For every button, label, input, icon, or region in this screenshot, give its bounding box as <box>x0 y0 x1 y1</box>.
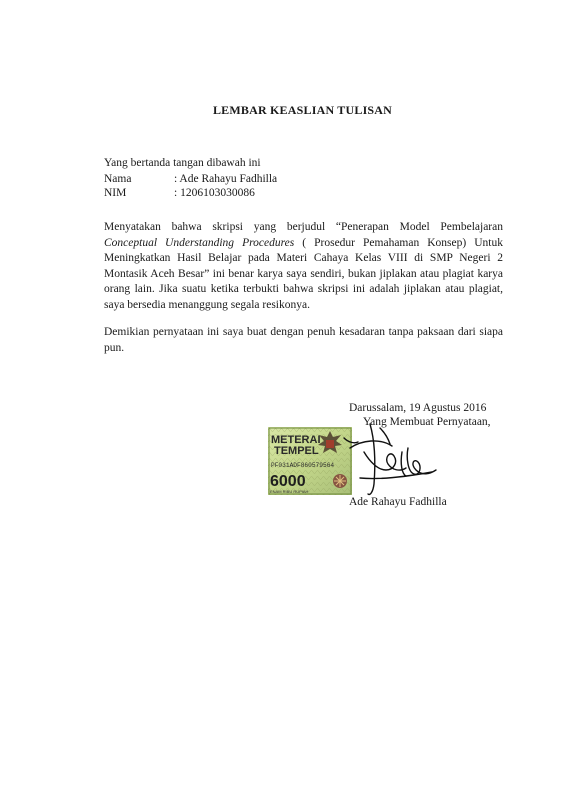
place-date: Darussalam, 19 Agustus 2016 <box>349 402 487 414</box>
field-nim-value: : 1206103030086 <box>174 187 255 199</box>
field-name-value: : Ade Rahayu Fadhilla <box>174 173 278 185</box>
closing-line-1: Demikian pernyataan ini saya buat dengan penuh kesadaran tanpa paksaan dari siapa <box>104 326 503 338</box>
field-name-label: Nama <box>104 173 132 185</box>
stamp-amount-words: ENAM RIBU RUPIAH <box>270 489 309 494</box>
field-nim-label: NIM <box>104 187 127 199</box>
stamp-line-1: METERAI <box>271 434 321 446</box>
statement-line-2-rest: ( Prosedur Pemahaman Konsep) Untuk <box>294 236 503 249</box>
statement-line-5: orang lain. Jika suatu ketika terbukti bahwa skripsi ini adalah jiplakan atau plagiat, <box>104 283 503 295</box>
statement-line-1: Menyatakan bahwa skripsi yang berjudul “Penerapan Model Pembelajaran <box>104 221 503 233</box>
signer-name: Ade Rahayu Fadhilla <box>349 496 447 508</box>
statement-line-2 <box>104 236 503 252</box>
document-title: LEMBAR KEASLIAN TULISAN <box>212 103 393 117</box>
statement-title-italic: Conceptual Understanding Procedures <box>104 236 295 249</box>
statement-line-4: Montasik Aceh Besar” ini benar karya saya sendiri, bukan jiplakan atau plagiat karya <box>104 267 503 280</box>
closing-paragraph <box>104 325 503 356</box>
intro-text: Yang bertanda tangan dibawah ini <box>104 157 261 169</box>
field-nim <box>104 187 255 200</box>
stamp-amount: 6000 <box>270 473 306 490</box>
signature-image <box>340 418 450 498</box>
stamp-line-2: TEMPEL <box>274 445 319 457</box>
closing-line-2: pun. <box>104 341 125 354</box>
statement-paragraph <box>104 220 503 313</box>
signer-role: Yang Membuat Pernyataan, <box>363 416 491 428</box>
statement-line-3: Meningkatkan Hasil Belajar pada Materi Cahaya Kelas VIII di SMP Negeri 2 <box>104 252 503 264</box>
stamp-serial: PF031ADF860579564 <box>271 462 335 469</box>
statement-line-6: saya bersedia menanggung segala resikonya. <box>104 298 310 311</box>
field-name <box>104 173 277 186</box>
